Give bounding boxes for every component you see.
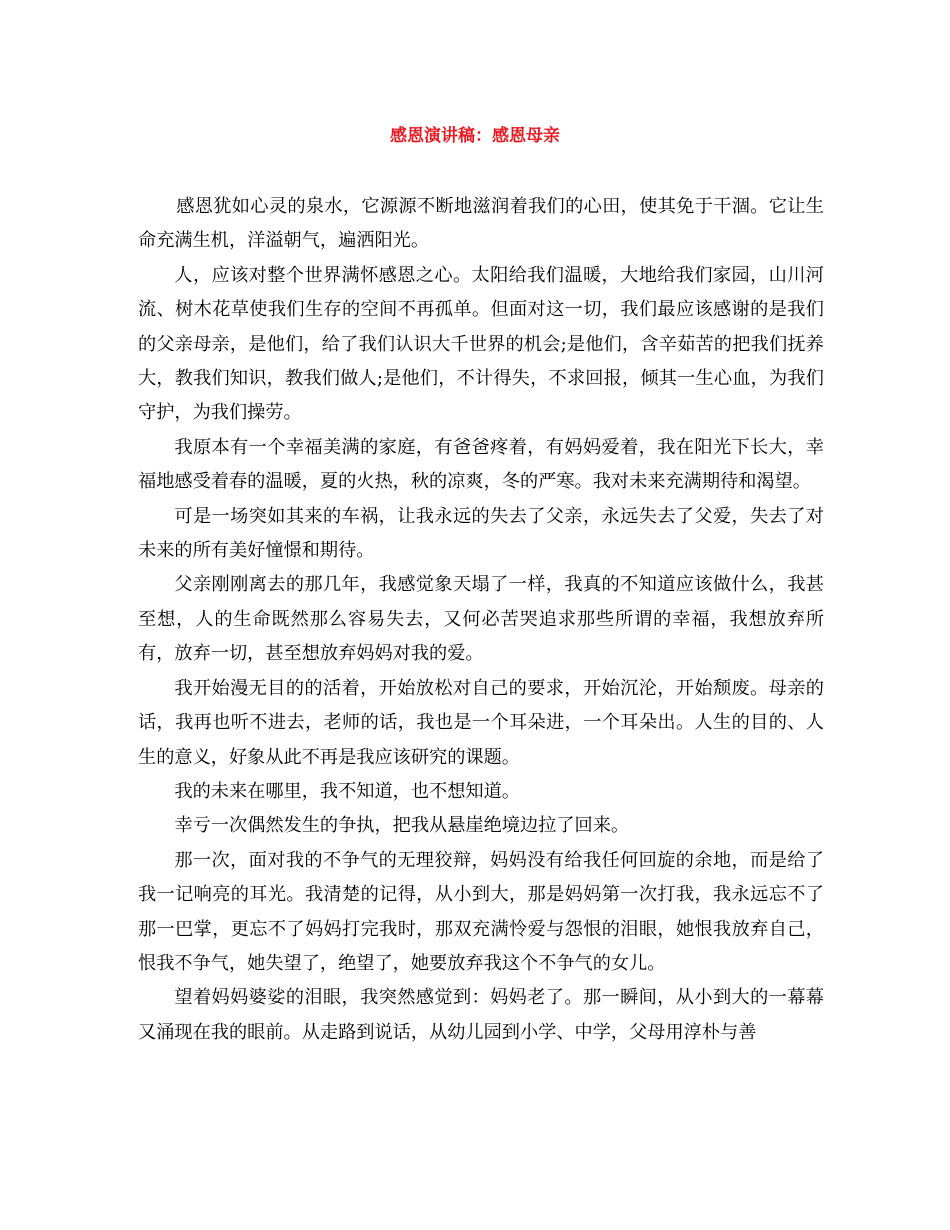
document-title: 感恩演讲稿：感恩母亲 [390, 126, 560, 146]
paragraph: 感恩犹如心灵的泉水，它源源不断地滋润着我们的心田，使其免于干涸。它让生命充满生机，洋溢朝气，遍洒阳光。 [138, 196, 824, 252]
paragraph: 人，应该对整个世界满怀感恩之心。太阳给我们温暖，大地给我们家园，山川河流、树木花草使我们生存的空间不再孤单。但面对这一切，我们最应该感谢的是我们的父亲母亲，是他们，给了我们认识大千世界的机会;是他们，含辛茹苦的把我们抚养大，教我们知识，教我们做人;是他们，不计得失，不求回报，倾其一生心血，为我们守护，为我们操劳。 [138, 264, 824, 424]
paragraph: 我的未来在哪里，我不知道，也不想知道。 [174, 780, 520, 802]
paragraph: 可是一场突如其来的车祸，让我永远的失去了父亲，永远失去了父爱，失去了对未来的所有美好憧憬和期待。 [138, 505, 824, 562]
paragraph: 那一次，面对我的不争气的无理狡辩，妈妈没有给我任何回旋的余地，而是给了我一记响亮的耳光。我清楚的记得，从小到大，那是妈妈第一次打我，我永远忘不了那一巴掌，更忘不了妈妈打完我时，那双充满怜爱与怨恨的泪眼，她恨我放弃自己，恨我不争气，她失望了，绝望了，她要放弃我这个不争气的女儿。 [138, 849, 824, 974]
paragraph: 父亲刚刚离去的那几年，我感觉象天塌了一样，我真的不知道应该做什么，我甚至想，人的生命既然那么容易失去，又何必苦哭追求那些所谓的幸福，我想放弃所有，放弃一切，甚至想放弃妈妈对我的爱。 [138, 574, 824, 665]
paragraph: 我原本有一个幸福美满的家庭，有爸爸疼着，有妈妈爱着，我在阳光下长大，幸福地感受着春的温暖，夏的火热，秋的凉爽，冬的严寒。我对未来充满期待和渴望。 [138, 436, 824, 493]
document-body [138, 190, 824, 1050]
paragraph: 幸亏一次偶然发生的争执，把我从悬崖绝境边拉了回来。 [174, 815, 630, 837]
paragraph: 我开始漫无目的的活着，开始放松对自己的要求，开始沉沦，开始颓废。母亲的话，我再也听不进去，老师的话，我也是一个耳朵进，一个耳朵出。人生的目的、人生的意义，好象从此不再是我应该研究的课题。 [138, 677, 824, 768]
paragraph: 望着妈妈婆娑的泪眼，我突然感觉到：妈妈老了。那一瞬间，从小到大的一幕幕又涌现在我的眼前。从走路到说话，从幼儿园到小学、中学，父母用淳朴与善 [138, 987, 824, 1043]
